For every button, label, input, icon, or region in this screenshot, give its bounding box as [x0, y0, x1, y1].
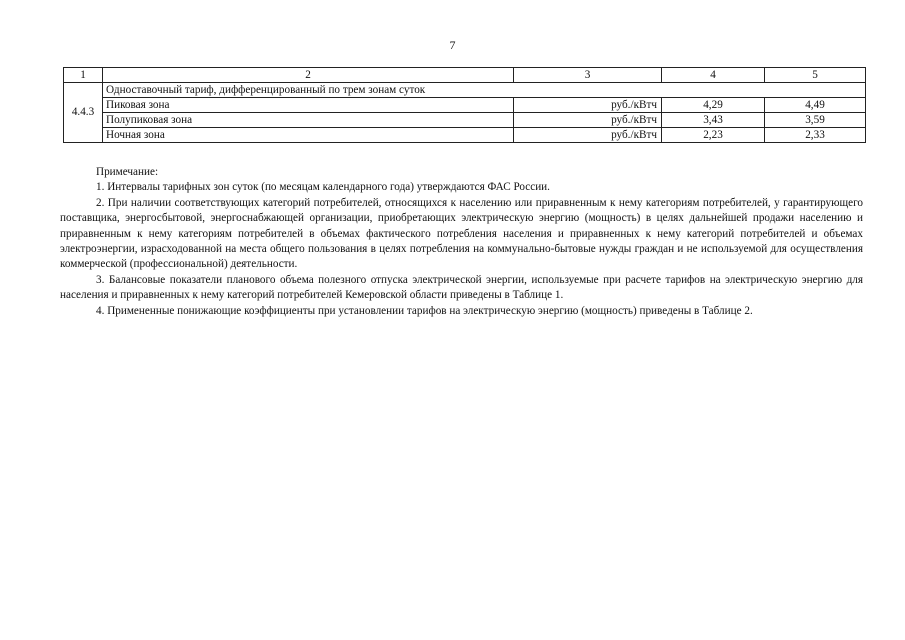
- table-header-row: [64, 68, 866, 83]
- tariff-title: Одноставочный тариф, дифференцированный по трем зонам суток: [103, 83, 866, 98]
- header-col-3: 3: [514, 68, 662, 83]
- note-item-3: 3. Балансовые показатели планового объема полезного отпуска электрической энергии, используемые при расчете тарифов на электрическую энергию для населения и приравненных к нему категорий потребителей Кемеровской области приведены в Таблице 1.: [60, 273, 863, 302]
- header-col-5: 5: [765, 68, 866, 83]
- header-col-2: 2: [103, 68, 514, 83]
- zone-value-col5: 3,59: [765, 113, 866, 128]
- header-col-4: 4: [662, 68, 765, 83]
- tariff-table: [63, 67, 866, 143]
- notes-heading: Примечание:: [96, 166, 159, 178]
- tariff-code: 4.4.3: [64, 83, 103, 143]
- notes-section: [60, 165, 863, 319]
- zone-value-col5: 4,49: [765, 98, 866, 113]
- page-number: 7: [449, 38, 456, 52]
- table-row: [64, 128, 866, 143]
- zone-unit: руб./кВтч: [514, 98, 662, 113]
- header-col-1: 1: [64, 68, 103, 83]
- zone-label: Пиковая зона: [103, 98, 514, 113]
- note-item-1: 1. Интервалы тарифных зон суток (по месяцам календарного года) утверждаются ФАС России.: [96, 181, 550, 194]
- zone-unit: руб./кВтч: [514, 128, 662, 143]
- zone-value-col4: 2,23: [662, 128, 765, 143]
- note-item-2: 2. При наличии соответствующих категорий потребителей, относящихся к населению или приравненным к нему категориям потребителей, у гарантирующего поставщика, энергосбытовой, энергоснабжающей организации, приобретающих электрическую энергию (мощность) в целях дальнейшей продажи населению и приравненным к нему категориям потребителей в объемах фактического потребления населения и приравненных к нему категорий потребителей и объемах электроэнергии, израсходованной на места общего пользования в целях потребления на коммунально-бытовые нужды граждан и не используемой для осуществления коммерческой (профессиональной) деятельности.: [60, 196, 863, 271]
- note-item-4: 4. Примененные понижающие коэффициенты при установлении тарифов на электрическую энергию (мощность) приведены в Таблице 2.: [96, 304, 753, 317]
- zone-unit: руб./кВтч: [514, 113, 662, 128]
- zone-value-col4: 4,29: [662, 98, 765, 113]
- table-row: [64, 98, 866, 113]
- zone-label: Полупиковая зона: [103, 113, 514, 128]
- zone-label: Ночная зона: [103, 128, 514, 143]
- table-row: [64, 83, 866, 98]
- zone-value-col5: 2,33: [765, 128, 866, 143]
- table-row: [64, 113, 866, 128]
- zone-value-col4: 3,43: [662, 113, 765, 128]
